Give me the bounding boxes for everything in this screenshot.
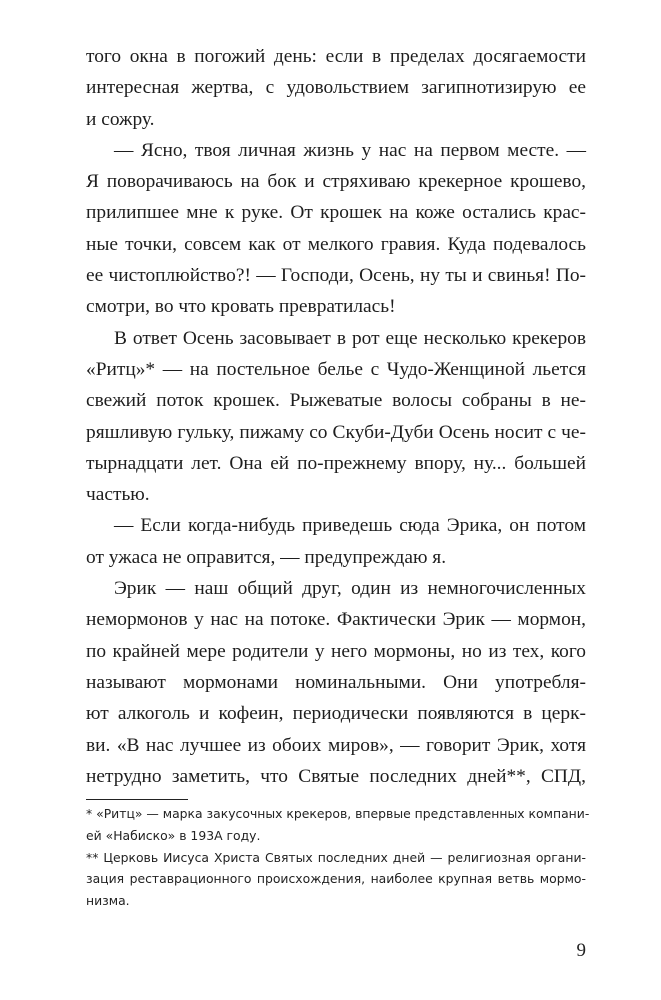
footnote-line: низма. <box>86 893 130 909</box>
text-line: нетрудно заметить, что Святые последних дней**, СПД, <box>86 765 586 787</box>
footnote-line: * «Ритц» — марка закусочных крекеров, впервые представленных компани- <box>86 806 590 821</box>
footnote-line: зация реставрационного происхождения, наиболее крупная ветвь мормо- <box>86 871 586 887</box>
text-line: свежий поток крошек. Рыжеватые волосы собраны в не- <box>86 390 586 412</box>
paragraph-1 <box>86 41 586 135</box>
text-line: называют мормонами номинальными. Они употребля- <box>86 671 586 693</box>
page-number: 9 <box>576 940 586 961</box>
text-line: ее чистоплюйство?! — Господи, Осень, ну ты и свинья! По- <box>86 265 586 287</box>
text-line: Я поворачиваюсь на бок и стряхиваю крекерное крошево, <box>86 171 586 193</box>
footnote-line: ** Церковь Иисуса Христа Святых последних дней — религиозная органи- <box>86 849 586 865</box>
text-line: по крайней мере родители у него мормоны, но из тех, кого <box>86 640 586 662</box>
text-line: от ужаса не оправится, — предупреждаю я. <box>86 546 447 568</box>
main-text <box>86 41 586 792</box>
text-line: Эрик — наш общий друг, один из немногочисленных <box>114 578 586 600</box>
text-line: прилипшее мне к руке. От крошек на коже остались крас- <box>86 202 586 224</box>
text-line: того окна в погожий день: если в пределах досягаемости <box>86 46 586 67</box>
text-line: ные точки, совсем как от мелкого гравия. Куда подевалось <box>86 233 586 255</box>
paragraph-5 <box>86 573 586 792</box>
footnotes <box>86 803 590 912</box>
text-line: смотри, во что кровать превратилась! <box>86 296 396 318</box>
text-line: ви. «В нас лучшее из обоих миров», — говорит Эрик, хотя <box>86 734 586 756</box>
text-line: — Ясно, твоя личная жизнь у нас на первом месте. — <box>114 139 586 161</box>
text-line: немормонов у нас на потоке. Фактически Эрик — мормон, <box>86 609 586 631</box>
paragraph-3 <box>86 323 586 511</box>
text-line: и сожру. <box>86 108 155 130</box>
text-line: ют алкоголь и кофеин, периодически появляются в церк- <box>86 703 586 725</box>
footnote-line: ей «Набиско» в 193A году. <box>86 827 261 843</box>
footnote-divider <box>86 799 188 800</box>
footnote-2 <box>86 847 586 912</box>
paragraph-2 <box>86 135 586 323</box>
text-line: В ответ Осень засовывает в рот еще несколько крекеров <box>114 327 586 349</box>
text-line: частью. <box>86 484 150 506</box>
paragraph-4 <box>86 510 586 573</box>
text-line: — Если когда-нибудь приведешь сюда Эрика, он потом <box>114 515 586 537</box>
footnote-1 <box>86 803 590 847</box>
text-line: тырнадцати лет. Она ей по-прежнему впору, ну... большей <box>86 452 586 474</box>
text-line: интересная жертва, с удовольствием загипнотизирую ее <box>86 77 586 99</box>
text-line: ряшливую гульку, пижаму со Скуби-Дуби Осень носит с че- <box>86 421 586 443</box>
text-line: «Ритц»* — на постельное белье с Чудо-Женщиной льется <box>86 358 586 380</box>
